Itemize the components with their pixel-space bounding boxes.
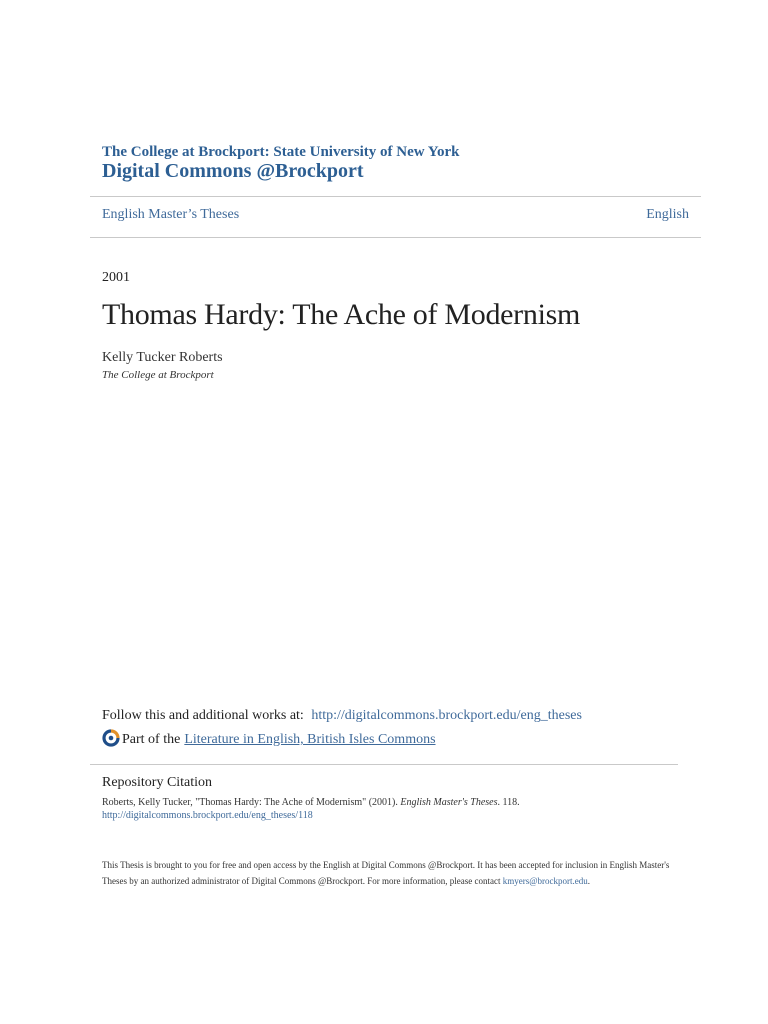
document-title: Thomas Hardy: The Ache of Modernism [102, 298, 581, 331]
digital-commons-network-icon [102, 729, 120, 747]
discipline-link[interactable]: English [646, 207, 689, 222]
citation-text-before: Roberts, Kelly Tucker, "Thomas Hardy: The Ache of Modernism" (2001). [102, 797, 398, 808]
author-name: Kelly Tucker Roberts [102, 350, 223, 365]
publication-year: 2001 [102, 270, 130, 285]
part-of-line [102, 731, 436, 751]
citation-divider [90, 764, 678, 765]
repository-name[interactable]: Digital Commons @Brockport [102, 160, 364, 182]
citation-text-after: . 118. [497, 797, 520, 808]
header-divider-top [90, 196, 701, 197]
citation-url-link[interactable]: http://digitalcommons.brockport.edu/eng_theses/118 [102, 810, 313, 821]
follow-url-link[interactable]: http://digitalcommons.brockport.edu/eng_theses [311, 708, 582, 723]
citation-text [102, 797, 520, 808]
author-affiliation: The College at Brockport [102, 369, 214, 381]
institution-name[interactable]: The College at Brockport: State University of New York [102, 144, 460, 160]
notice-end: . [587, 876, 590, 886]
header-divider-bottom [90, 237, 701, 238]
open-access-notice [102, 857, 672, 889]
series-link[interactable]: English Master’s Theses [102, 207, 240, 222]
commons-link[interactable]: Literature in English, British Isles Commons [184, 732, 436, 748]
citation-series: English Master's Theses [400, 797, 498, 808]
contact-email-link[interactable]: kmyers@brockport.edu [502, 876, 588, 886]
notice-text: This Thesis is brought to you for free and open access by the English at Digital Commons @Brockport. It has been accepted for inclusion in English Master's Theses by an authorized administrator of Digital Commons @Brockport. For more information, please contact [102, 860, 670, 886]
follow-line [102, 708, 582, 724]
citation-heading: Repository Citation [102, 775, 213, 790]
part-of-label: Part of the [122, 732, 181, 748]
follow-label: Follow this and additional works at: [102, 708, 304, 723]
